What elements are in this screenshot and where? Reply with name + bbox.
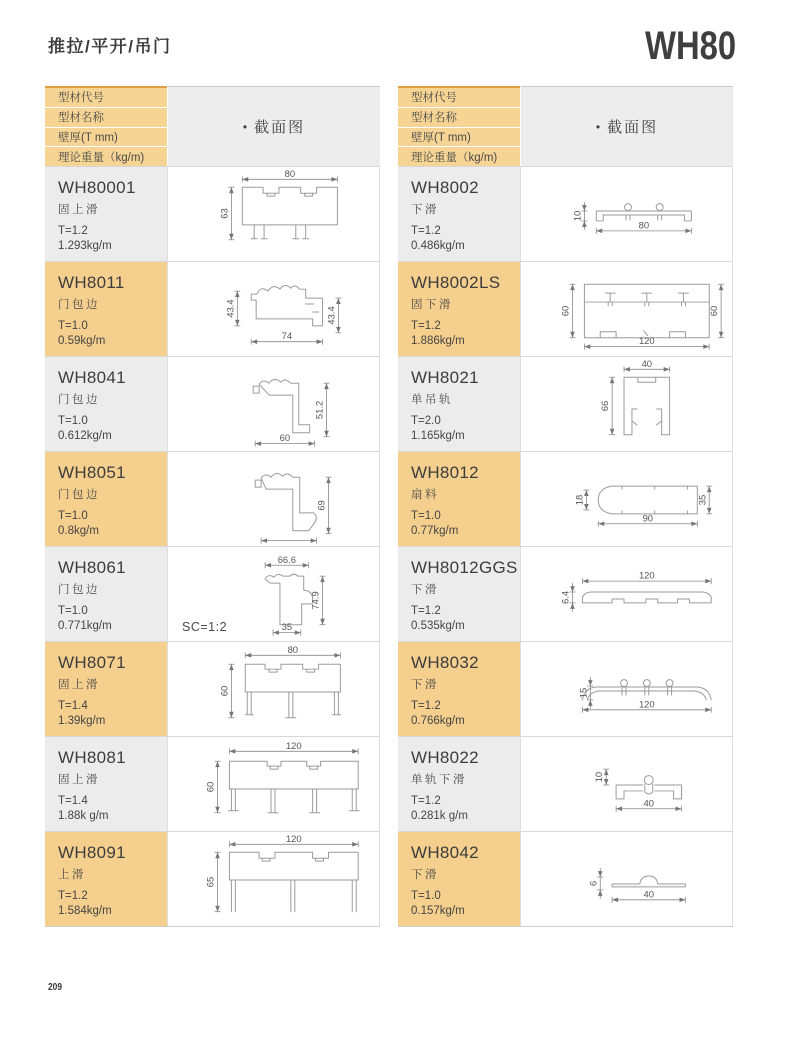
svg-text:80: 80 bbox=[287, 643, 299, 655]
profile-name: 下滑 bbox=[411, 584, 439, 596]
svg-text:40: 40 bbox=[641, 357, 653, 369]
profile-thickness: T=1.0 bbox=[58, 415, 88, 427]
profile-tables bbox=[0, 86, 800, 927]
table-row bbox=[45, 831, 380, 926]
table-row bbox=[45, 546, 380, 641]
svg-text:120: 120 bbox=[285, 832, 302, 844]
cross-section-diagram bbox=[167, 452, 380, 546]
header-cell-thickness: 壁厚(T mm) bbox=[45, 128, 167, 147]
profile-code: WH8081 bbox=[58, 748, 126, 767]
profile-name: 固下滑 bbox=[411, 299, 453, 311]
page-title: 推拉/平开/吊门 bbox=[48, 37, 172, 56]
header-cell-weight: 理论重量（kg/m) bbox=[45, 147, 167, 166]
profile-code: WH8012GGS bbox=[411, 558, 518, 577]
profile-table-1 bbox=[45, 86, 380, 927]
profile-info-cell bbox=[45, 832, 167, 926]
profile-name: 下滑 bbox=[411, 679, 439, 691]
svg-text:63: 63 bbox=[218, 208, 230, 219]
svg-text:90: 90 bbox=[642, 512, 654, 524]
profile-info-cell bbox=[398, 737, 520, 831]
profile-name: 单轨下滑 bbox=[411, 774, 467, 786]
svg-text:40: 40 bbox=[643, 797, 655, 809]
profile-info-cell bbox=[45, 262, 167, 356]
profile-weight: 0.771kg/m bbox=[58, 620, 112, 632]
profile-code: WH8041 bbox=[58, 368, 126, 387]
cross-section-diagram bbox=[520, 832, 733, 926]
table-row bbox=[398, 736, 733, 831]
svg-text:60: 60 bbox=[279, 432, 291, 444]
profile-weight: 1.584kg/m bbox=[58, 905, 112, 917]
bullet-icon: • bbox=[242, 119, 248, 134]
profile-name: 门包边 bbox=[58, 394, 100, 406]
table-header bbox=[45, 86, 380, 166]
profile-info-cell bbox=[45, 642, 167, 736]
profile-info-cell bbox=[398, 262, 520, 356]
profile-name: 下滑 bbox=[411, 204, 439, 216]
header-cell-code: 型材代号 bbox=[45, 88, 167, 107]
svg-text:60: 60 bbox=[204, 781, 216, 793]
section-view-header bbox=[520, 86, 733, 166]
svg-text:74: 74 bbox=[281, 330, 293, 342]
profile-code: WH8071 bbox=[58, 653, 126, 672]
cross-section-diagram bbox=[520, 452, 733, 546]
page-footer bbox=[48, 977, 66, 995]
svg-text:6: 6 bbox=[587, 880, 599, 887]
profile-thickness: T=1.4 bbox=[58, 700, 88, 712]
profile-weight: 0.77kg/m bbox=[411, 525, 459, 537]
svg-text:35: 35 bbox=[281, 621, 293, 633]
table-row bbox=[398, 166, 733, 261]
profile-info-cell bbox=[45, 737, 167, 831]
profile-info-cell bbox=[45, 167, 167, 261]
svg-text:80: 80 bbox=[638, 219, 650, 231]
profile-code: WH8012 bbox=[411, 463, 479, 482]
profile-thickness: T=1.0 bbox=[411, 890, 441, 902]
profile-thickness: T=1.0 bbox=[411, 510, 441, 522]
table-row bbox=[398, 546, 733, 641]
profile-info-cell bbox=[398, 452, 520, 546]
profile-thickness: T=1.4 bbox=[58, 795, 88, 807]
profile-name: 门包边 bbox=[58, 299, 100, 311]
section-view-header bbox=[167, 86, 380, 166]
svg-text:43.4: 43.4 bbox=[224, 299, 236, 318]
profile-weight: 1.293kg/m bbox=[58, 240, 112, 252]
svg-text:10: 10 bbox=[593, 771, 605, 783]
profile-name: 门包边 bbox=[58, 584, 100, 596]
header-label-column bbox=[45, 86, 167, 166]
cross-section-diagram bbox=[167, 167, 380, 261]
profile-thickness: T=1.0 bbox=[58, 510, 88, 522]
table-rows bbox=[398, 166, 733, 927]
profile-weight: 1.886kg/m bbox=[411, 335, 465, 347]
profile-thickness: T=1.2 bbox=[58, 225, 88, 237]
profile-name: 固上滑 bbox=[58, 679, 100, 691]
table-row bbox=[45, 641, 380, 736]
svg-text:51.2: 51.2 bbox=[313, 400, 325, 420]
profile-table-2 bbox=[398, 86, 733, 927]
svg-text:74.9: 74.9 bbox=[309, 591, 321, 610]
profile-code: WH8022 bbox=[411, 748, 479, 767]
header-cell-name: 型材名称 bbox=[398, 108, 520, 127]
profile-code: WH80001 bbox=[58, 178, 136, 197]
cross-section-diagram bbox=[167, 642, 380, 736]
svg-text:120: 120 bbox=[285, 739, 302, 751]
profile-thickness: T=1.2 bbox=[411, 225, 441, 237]
profile-info-cell bbox=[398, 167, 520, 261]
cross-section-diagram bbox=[167, 357, 380, 451]
header-cell-code: 型材代号 bbox=[398, 88, 520, 107]
svg-text:65: 65 bbox=[204, 876, 216, 888]
cross-section-diagram bbox=[520, 167, 733, 261]
table-row bbox=[45, 451, 380, 546]
profile-weight: 1.39kg/m bbox=[58, 715, 106, 727]
profile-info-cell bbox=[398, 832, 520, 926]
svg-text:80: 80 bbox=[284, 167, 296, 179]
table-row bbox=[398, 641, 733, 736]
table-row bbox=[398, 261, 733, 356]
svg-text:120: 120 bbox=[638, 698, 655, 710]
profile-code: WH8061 bbox=[58, 558, 126, 577]
profile-thickness: T=2.0 bbox=[411, 415, 441, 427]
scale-note: SC=1:2 bbox=[182, 620, 228, 634]
cross-section-diagram bbox=[167, 832, 380, 926]
profile-name: 扇料 bbox=[411, 489, 439, 501]
profile-weight: 0.535kg/m bbox=[411, 620, 465, 632]
profile-weight: 0.486kg/m bbox=[411, 240, 465, 252]
page-header bbox=[0, 0, 800, 68]
profile-info-cell bbox=[398, 547, 520, 641]
table-row bbox=[45, 356, 380, 451]
svg-text:43.4: 43.4 bbox=[325, 306, 337, 325]
profile-weight: 0.281k g/m bbox=[411, 810, 468, 822]
profile-weight: 1.165kg/m bbox=[411, 430, 465, 442]
profile-name: 上滑 bbox=[58, 869, 86, 881]
cross-section-diagram bbox=[520, 737, 733, 831]
profile-code: WH8021 bbox=[411, 368, 479, 387]
profile-weight: 0.612kg/m bbox=[58, 430, 112, 442]
svg-text:35: 35 bbox=[696, 494, 708, 506]
profile-info-cell bbox=[398, 642, 520, 736]
svg-text:10: 10 bbox=[571, 210, 583, 222]
table-row bbox=[398, 451, 733, 546]
svg-text:120: 120 bbox=[638, 569, 655, 581]
svg-text:18: 18 bbox=[573, 494, 585, 506]
profile-code: WH8002 bbox=[411, 178, 479, 197]
cross-section-diagram bbox=[520, 262, 733, 356]
svg-text:60: 60 bbox=[559, 305, 571, 317]
table-row bbox=[45, 166, 380, 261]
svg-text:120: 120 bbox=[638, 335, 655, 347]
profile-name: 门包边 bbox=[58, 489, 100, 501]
profile-name: 固上滑 bbox=[58, 204, 100, 216]
profile-thickness: T=1.2 bbox=[58, 890, 88, 902]
profile-weight: 1.88k g/m bbox=[58, 810, 109, 822]
cross-section-diagram bbox=[167, 737, 380, 831]
profile-thickness: T=1.0 bbox=[58, 605, 88, 617]
svg-text:60: 60 bbox=[708, 305, 720, 317]
svg-text:40: 40 bbox=[643, 888, 655, 900]
profile-thickness: T=1.2 bbox=[411, 700, 441, 712]
svg-text:60: 60 bbox=[218, 685, 230, 697]
table-header bbox=[398, 86, 733, 166]
svg-text:15: 15 bbox=[577, 687, 589, 699]
profile-info-cell bbox=[45, 357, 167, 451]
profile-code: WH8042 bbox=[411, 843, 479, 862]
section-view-label: 截面图 bbox=[607, 119, 659, 136]
cross-section-diagram bbox=[520, 642, 733, 736]
profile-info-cell bbox=[45, 452, 167, 546]
profile-info-cell bbox=[45, 547, 167, 641]
profile-code: WH8051 bbox=[58, 463, 126, 482]
svg-text:6.4: 6.4 bbox=[559, 590, 571, 605]
profile-weight: 0.766kg/m bbox=[411, 715, 465, 727]
table-row bbox=[45, 261, 380, 356]
svg-text:66.6: 66.6 bbox=[277, 553, 297, 565]
bullet-icon: • bbox=[595, 119, 601, 134]
table-rows bbox=[45, 166, 380, 927]
profile-code: WH8002LS bbox=[411, 273, 501, 292]
profile-code: WH8011 bbox=[58, 273, 125, 292]
cross-section-diagram bbox=[520, 547, 733, 641]
header-cell-weight: 理论重量（kg/m) bbox=[398, 147, 520, 166]
profile-code: WH8091 bbox=[58, 843, 126, 862]
profile-thickness: T=1.2 bbox=[411, 795, 441, 807]
profile-name: 固上滑 bbox=[58, 774, 100, 786]
page-number: 209 bbox=[48, 981, 63, 993]
svg-text:66: 66 bbox=[599, 400, 611, 412]
table-row bbox=[398, 356, 733, 451]
section-view-label: 截面图 bbox=[254, 119, 306, 136]
header-cell-thickness: 壁厚(T mm) bbox=[398, 128, 520, 147]
header-cell-name: 型材名称 bbox=[45, 108, 167, 127]
profile-code: WH8032 bbox=[411, 653, 479, 672]
profile-name: 单吊轨 bbox=[411, 394, 453, 406]
profile-weight: 0.8kg/m bbox=[58, 525, 99, 537]
table-row bbox=[45, 736, 380, 831]
cross-section-diagram bbox=[167, 547, 380, 641]
cross-section-diagram bbox=[520, 357, 733, 451]
svg-text:69: 69 bbox=[315, 500, 327, 511]
profile-name: 下滑 bbox=[411, 869, 439, 881]
profile-thickness: T=1.2 bbox=[411, 320, 441, 332]
profile-weight: 0.157kg/m bbox=[411, 905, 465, 917]
profile-thickness: T=1.2 bbox=[411, 605, 441, 617]
profile-info-cell bbox=[398, 357, 520, 451]
header-label-column bbox=[398, 86, 520, 166]
profile-weight: 0.59kg/m bbox=[58, 335, 106, 347]
cross-section-diagram bbox=[167, 262, 380, 356]
table-row bbox=[398, 831, 733, 926]
series-title: WH80 bbox=[644, 24, 736, 68]
profile-thickness: T=1.0 bbox=[58, 320, 88, 332]
